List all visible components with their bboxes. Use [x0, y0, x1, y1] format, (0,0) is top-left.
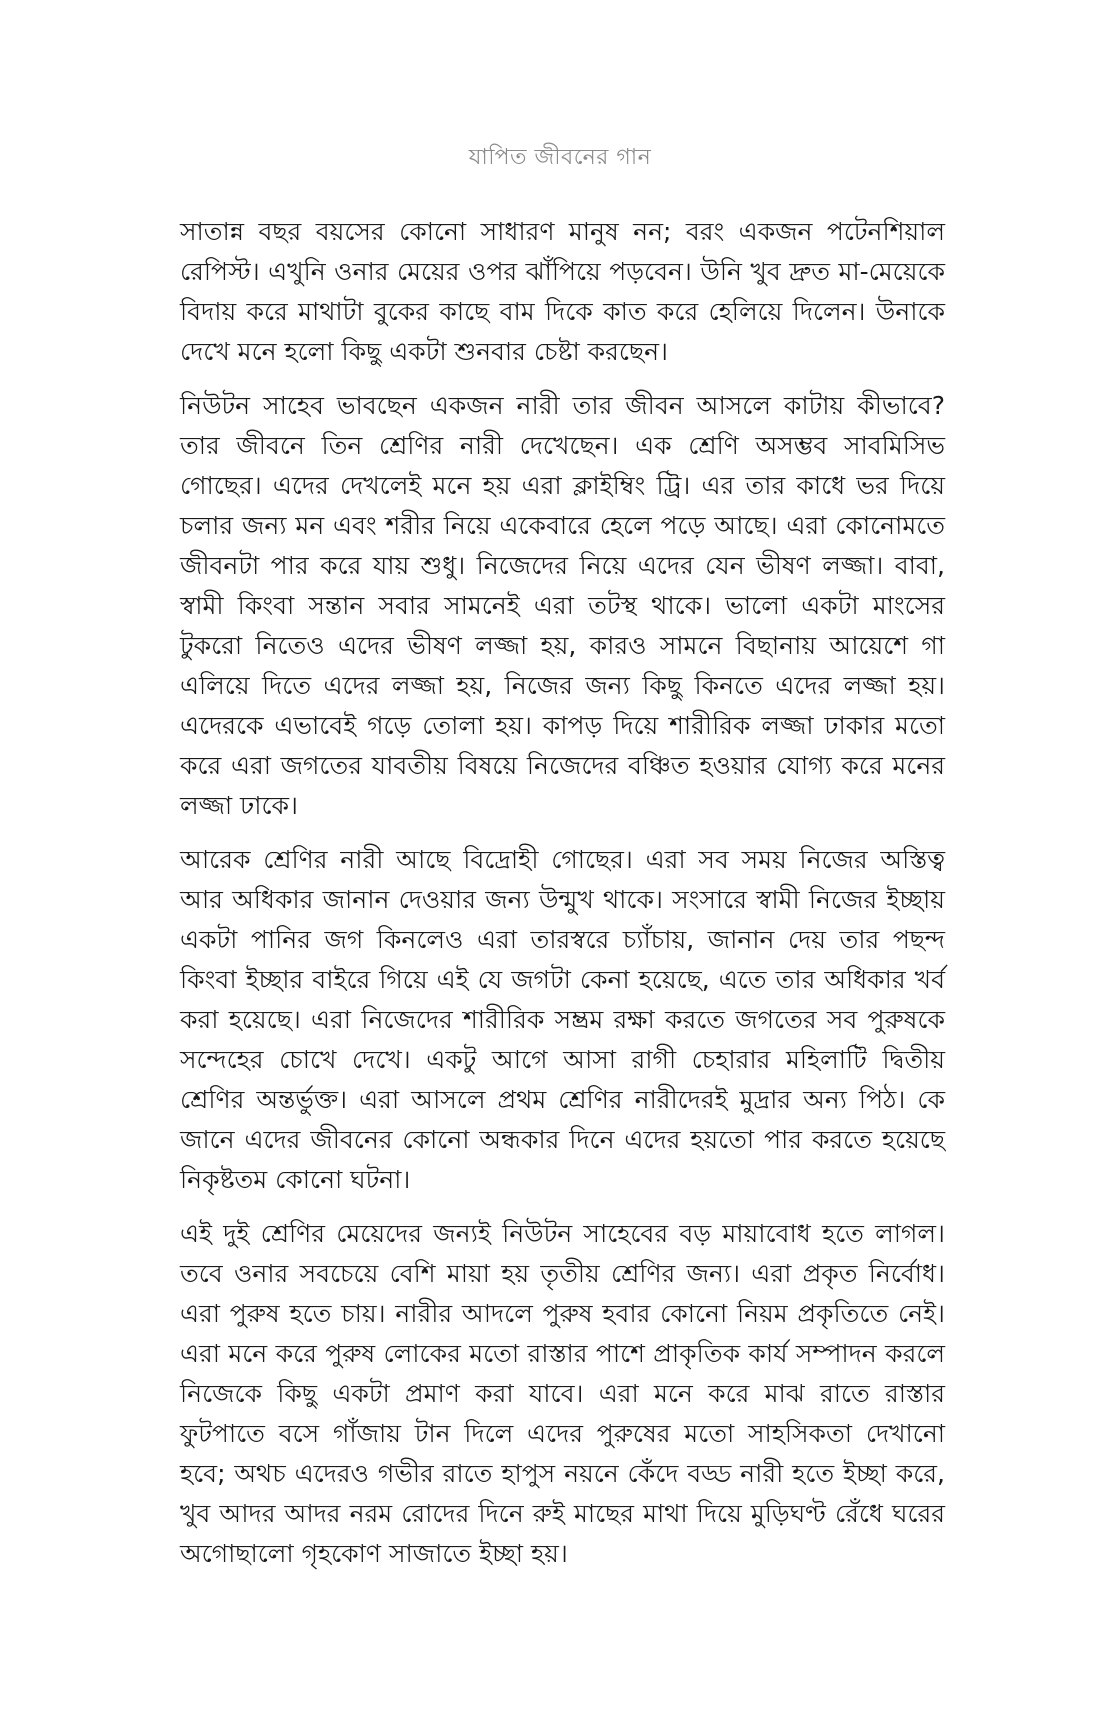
paragraph-3: আরেক শ্রেণির নারী আছে বিদ্রোহী গোছের। এরা সব সময় নিজের অস্তিত্ব আর অধিকার জানান দেওয়ার জন্য উন্মুখ থাকে। সংসারে স্বামী নিজের ইচ্ছায় একটা পানির জগ কিনলেও এরা তারস্বরে চ্যাঁচায়, জানান দেয় তার পছন্দ কিংবা ইচ্ছার বাইরে গিয়ে এই যে জগটা কেনা হয়েছে, এতে তার অধিকার খর্ব করা হয়েছে। এরা নিজেদের শারীরিক সম্ভ্রম রক্ষা করতে জগতের সব পুরুষকে সন্দেহের চোখে দেখে। একটু আগে আসা রাগী চেহারার মহিলাটি দ্বিতীয় শ্রেণির অন্তর্ভুক্ত। এরা আসলে প্রথম শ্রেণির নারীদেরই মুদ্রার অন্য পিঠ। কে জানে এদের জীবনের কোনো অন্ধকার দিনে এদের হয়তো পার করতে হয়েছে নিকৃষ্টতম কোনো ঘটনা। [180, 845, 945, 1194]
running-header: যাপিত জীবনের গান [468, 145, 652, 170]
body-text [180, 212, 945, 1588]
paragraph-1: সাতান্ন বছর বয়সের কোনো সাধারণ মানুষ নন; বরং একজন পটেনশিয়াল রেপিস্ট। এখুনি ওনার মেয়ের ওপর ঝাঁপিয়ে পড়বেন। উনি খুব দ্রুত মা-মেয়েকে বিদায় করে মাথাটা বুকের কাছে বাম দিকে কাত করে হেলিয়ে দিলেন। উনাকে দেখে মনে হলো কিছু একটা শুনবার চেষ্টা করছেন। [180, 217, 945, 366]
paragraph-2: নিউটন সাহেব ভাবছেন একজন নারী তার জীবন আসলে কাটায় কীভাবে? তার জীবনে তিন শ্রেণির নারী দেখেছেন। এক শ্রেণি অসম্ভব সাবমিসিভ গোছের। এদের দেখলেই মনে হয় এরা ক্লাইম্বিং ট্রি। এর তার কাধে ভর দিয়ে চলার জন্য মন এবং শরীর নিয়ে একেবারে হেলে পড়ে আছে। এরা কোনোমতে জীবনটা পার করে যায় শুধু। নিজেদের নিয়ে এদের যেন ভীষণ লজ্জা। বাবা, স্বামী কিংবা সন্তান সবার সামনেই এরা তটস্থ থাকে। ভালো একটা মাংসের টুকরো নিতেও এদের ভীষণ লজ্জা হয়, কারও সামনে বিছানায় আয়েশে গা এলিয়ে দিতে এদের লজ্জা হয়, নিজের জন্য কিছু কিনতে এদের লজ্জা হয়। এদেরকে এভাবেই গড়ে তোলা হয়। কাপড় দিয়ে শারীরিক লজ্জা ঢাকার মতো করে এরা জগতের যাবতীয় বিষয়ে নিজেদের বঞ্চিত হওয়ার যোগ্য করে মনের লজ্জা ঢাকে। [180, 391, 945, 820]
paragraph-4: এই দুই শ্রেণির মেয়েদের জন্যই নিউটন সাহেবের বড় মায়াবোধ হতে লাগল। তবে ওনার সবচেয়ে বেশি মায়া হয় তৃতীয় শ্রেণির জন্য। এরা প্রকৃত নির্বোধ। এরা পুরুষ হতে চায়। নারীর আদলে পুরুষ হবার কোনো নিয়ম প্রকৃতিতে নেই। এরা মনে করে পুরুষ লোকের মতো রাস্তার পাশে প্রাকৃতিক কার্য সম্পাদন করলে নিজেকে কিছু একটা প্রমাণ করা যাবে। এরা মনে করে মাঝ রাতে রাস্তার ফুটপাতে বসে গাঁজায় টান দিলে এদের পুরুষের মতো সাহসিকতা দেখানো হবে; অথচ এদেরও গভীর রাতে হাপুস নয়নে কেঁদে বড্ড নারী হতে ইচ্ছা করে, খুব আদর আদর নরম রোদের দিনে রুই মাছের মাথা দিয়ে মুড়িঘণ্ট রেঁধে ঘরের অগোছালো গৃহকোণ সাজাতে ইচ্ছা হয়। [180, 1219, 945, 1568]
